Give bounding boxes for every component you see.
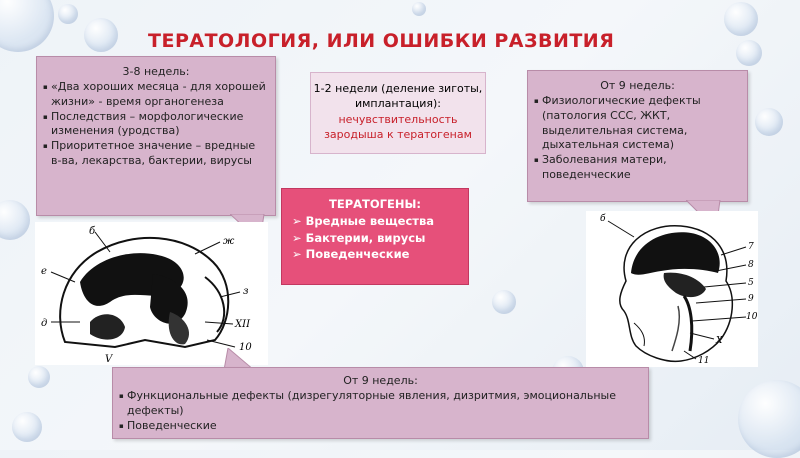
- slide-title: ТЕРАТОЛОГИЯ, ИЛИ ОШИБКИ РАЗВИТИЯ: [148, 30, 615, 52]
- figure-label: 7: [748, 242, 754, 252]
- bubble-decor: [736, 40, 762, 66]
- callout-text: 1-2 недели (деление зиготы, имплантация):: [313, 82, 483, 111]
- teratogen-item: Поведенческие: [305, 247, 410, 262]
- bubble-decor: [0, 200, 30, 240]
- callout-from-9-weeks-functional: [112, 367, 649, 439]
- list-item: ▪ Заболевания матери, поведенческие: [534, 153, 741, 183]
- callout-heading: От 9 недель:: [343, 374, 418, 387]
- callout-from-9-weeks-physiological: [527, 70, 748, 202]
- bubble-decor: [755, 108, 783, 136]
- bubble-decor: [492, 290, 516, 314]
- bubble-decor: [412, 2, 426, 16]
- bubble-decor: [58, 4, 78, 24]
- list-item: ▪ Последствия – морфологические изменения (уродства): [43, 110, 269, 140]
- teratogen-item: Вредные вещества: [305, 214, 434, 228]
- bubble-decor: [724, 2, 758, 36]
- bubble-decor: [12, 412, 42, 442]
- figure-label: 11: [698, 356, 710, 366]
- figure-label: 10: [239, 342, 252, 353]
- figure-label: б: [89, 226, 96, 237]
- list-item: ▪ Физиологические дефекты (патология ССС, ЖКТ, выделительная система, дыхательная система): [534, 94, 741, 153]
- bubble-decor: [84, 18, 118, 52]
- list-item: ▪ Приоритетное значение – вредные в-ва, лекарства, бактерии, вирусы: [43, 139, 269, 169]
- figure-label: 5: [748, 278, 754, 288]
- embryo-brain-illustration: [35, 222, 268, 365]
- callout-3-8-weeks: [36, 56, 276, 216]
- fetus-head-illustration: [586, 211, 758, 367]
- list-item: ➢ Поведенческие: [292, 247, 410, 262]
- figure-label: ж: [223, 236, 235, 247]
- callout-heading: От 9 недель:: [600, 79, 675, 92]
- figure-label: б: [600, 214, 606, 224]
- list-item: ➢ Вредные вещества: [292, 214, 434, 228]
- figure-label: V: [105, 354, 113, 365]
- figure-label: д: [41, 318, 48, 329]
- figure-label: 8: [748, 260, 754, 270]
- figure-label: X: [716, 336, 723, 346]
- bubble-decor: [28, 366, 50, 388]
- figure-label: 10: [746, 312, 758, 322]
- teratogens-heading: ТЕРАТОГЕНЫ:: [329, 197, 421, 211]
- list-item: ➢ Бактерии, вирусы: [292, 230, 426, 245]
- figure-label: е: [41, 266, 47, 277]
- teratogen-item: Бактерии, вирусы: [305, 230, 426, 245]
- callout-heading: 3-8 недель:: [122, 65, 190, 78]
- callout-highlight: нечувствительность зародыша к тератогенам: [324, 112, 472, 142]
- figure-label: 9: [748, 294, 754, 304]
- callout-1-2-weeks: [310, 72, 486, 154]
- list-item: ▪ Поведенческие: [119, 419, 642, 434]
- figure-label: з: [243, 286, 249, 297]
- list-item: ▪ Функциональные дефекты (дизрегуляторные явления, дизритмия, эмоциональные дефекты): [119, 389, 642, 419]
- bubble-decor: [738, 380, 800, 458]
- list-item: ▪ «Два хороших месяца - для хорошей жизни» - время органогенеза: [43, 80, 269, 110]
- teratogens-box: [281, 188, 469, 285]
- figure-label: XII: [235, 319, 251, 330]
- bubble-decor: [0, 0, 54, 52]
